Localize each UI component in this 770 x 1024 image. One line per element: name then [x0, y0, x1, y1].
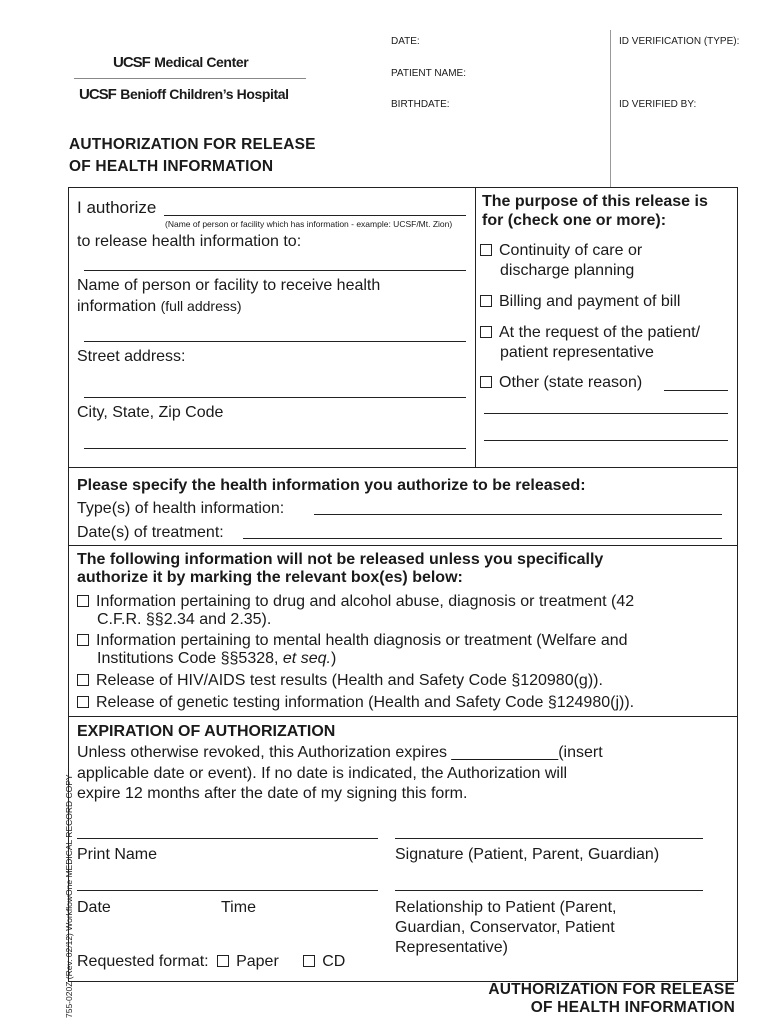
purpose-option-billing: Billing and payment of bill [480, 292, 680, 312]
city-state-zip-field[interactable] [84, 448, 466, 449]
special-item-mental-health: Information pertaining to mental health diagnosis or treatment (Welfare and Institutions Code §§5328, et seq.) [77, 632, 628, 668]
rule-specify [68, 467, 738, 468]
logo-name: Medical Center [154, 54, 249, 70]
id-verification-label: ID VERIFICATION (TYPE): [619, 36, 740, 47]
rule-expiration [68, 716, 738, 717]
print-name-label: Print Name [77, 846, 158, 863]
page-title: AUTHORIZATION FOR RELEASE OF HEALTH INFORMATION [69, 136, 316, 175]
purpose-option-other: Other (state reason) [480, 373, 642, 393]
release-to-label: to release health information to: [77, 233, 302, 250]
receiver-label: Name of person or facility to receive health information (full address) [77, 277, 381, 315]
other-reason-field[interactable] [664, 390, 728, 391]
other-reason-line-2[interactable] [484, 413, 728, 414]
special-item-genetic: Release of genetic testing information (Health and Safety Code §124980(j)). [77, 694, 634, 712]
checkbox[interactable] [480, 244, 492, 256]
checkbox[interactable] [77, 634, 89, 646]
checkbox-paper[interactable] [217, 955, 229, 967]
time-label: Time [221, 899, 256, 916]
rule-special [68, 545, 738, 546]
authorizer-name-field[interactable] [164, 215, 466, 216]
header-divider [610, 30, 611, 188]
receiver-line-1[interactable] [84, 270, 466, 271]
date-label: DATE: [391, 36, 420, 47]
logo-childrens-hospital [79, 86, 289, 104]
print-name-field[interactable] [77, 838, 378, 839]
checkbox[interactable] [77, 595, 89, 607]
date-time-field[interactable] [77, 890, 378, 891]
receiver-hint: (full address) [160, 298, 242, 314]
birthdate-label: BIRTHDATE: [391, 99, 450, 110]
requested-format: Requested format: Paper CD [77, 953, 346, 970]
logo-mark: UCSF [113, 54, 150, 71]
checkbox[interactable] [480, 326, 492, 338]
patient-name-label: PATIENT NAME: [391, 68, 467, 79]
logo-name: Benioff Children’s Hospital [120, 86, 289, 102]
i-authorize-label: I authorize [77, 198, 157, 217]
expiration-heading: EXPIRATION OF AUTHORIZATION [77, 723, 336, 740]
authorizer-hint: (Name of person or facility which has information - example: UCSF/Mt. Zion) [165, 219, 453, 229]
city-state-zip-label: City, State, Zip Code [77, 404, 224, 421]
special-heading: The following information will not be released unless you specifically authorize it by marking the relevant box(es) below: [77, 551, 604, 586]
dates-field[interactable] [243, 538, 722, 539]
specify-heading: Please specify the health information you authorize to be released: [77, 477, 586, 494]
types-label: Type(s) of health information: [77, 500, 285, 517]
street-address-field[interactable] [84, 397, 466, 398]
receiver-line-2[interactable] [84, 341, 466, 342]
types-field[interactable] [314, 514, 722, 515]
checkbox-cd[interactable] [303, 955, 315, 967]
other-reason-line-3[interactable] [484, 440, 728, 441]
logo-mark: UCSF [79, 86, 116, 103]
purpose-option-patient-request: At the request of the patient/ patient representative [480, 323, 700, 363]
logo-medical-center [113, 54, 248, 72]
id-verified-by-label: ID VERIFIED BY: [619, 99, 697, 110]
special-item-drug-alcohol: Information pertaining to drug and alcohol abuse, diagnosis or treatment (42 C.F.R. §§2.34 and 2.35). [77, 593, 634, 629]
footer-title: AUTHORIZATION FOR RELEASE OF HEALTH INFORMATION [488, 981, 735, 1016]
checkbox[interactable] [77, 696, 89, 708]
street-address-label: Street address: [77, 348, 186, 365]
purpose-heading: The purpose of this release is for (check one or more): [482, 193, 708, 229]
relationship-field[interactable] [395, 890, 703, 891]
relationship-label: Relationship to Patient (Parent, Guardian, Conservator, Patient Representative) [395, 899, 617, 956]
dates-label: Date(s) of treatment: [77, 524, 224, 541]
checkbox[interactable] [480, 376, 492, 388]
section1-divider [475, 187, 476, 467]
special-item-hiv: Release of HIV/AIDS test results (Health and Safety Code §120980(g)). [77, 672, 603, 690]
checkbox[interactable] [77, 674, 89, 686]
form-number-note: 755-020Z (Rev. 02/12) WorkflowOne MEDICAL RECORD COPY [64, 774, 74, 1018]
signature-field[interactable] [395, 838, 703, 839]
expiration-text: Unless otherwise revoked, this Authorization expires ____________(insert applicable date or event). If no date is indicated, the Authorization will expire 12 months after the date of my signing this form. [77, 744, 603, 802]
signature-label: Signature (Patient, Parent, Guardian) [395, 846, 660, 863]
checkbox[interactable] [480, 295, 492, 307]
logo-divider [74, 78, 306, 79]
purpose-option-continuity: Continuity of care or discharge planning [480, 241, 642, 281]
date-label: Date [77, 899, 111, 916]
